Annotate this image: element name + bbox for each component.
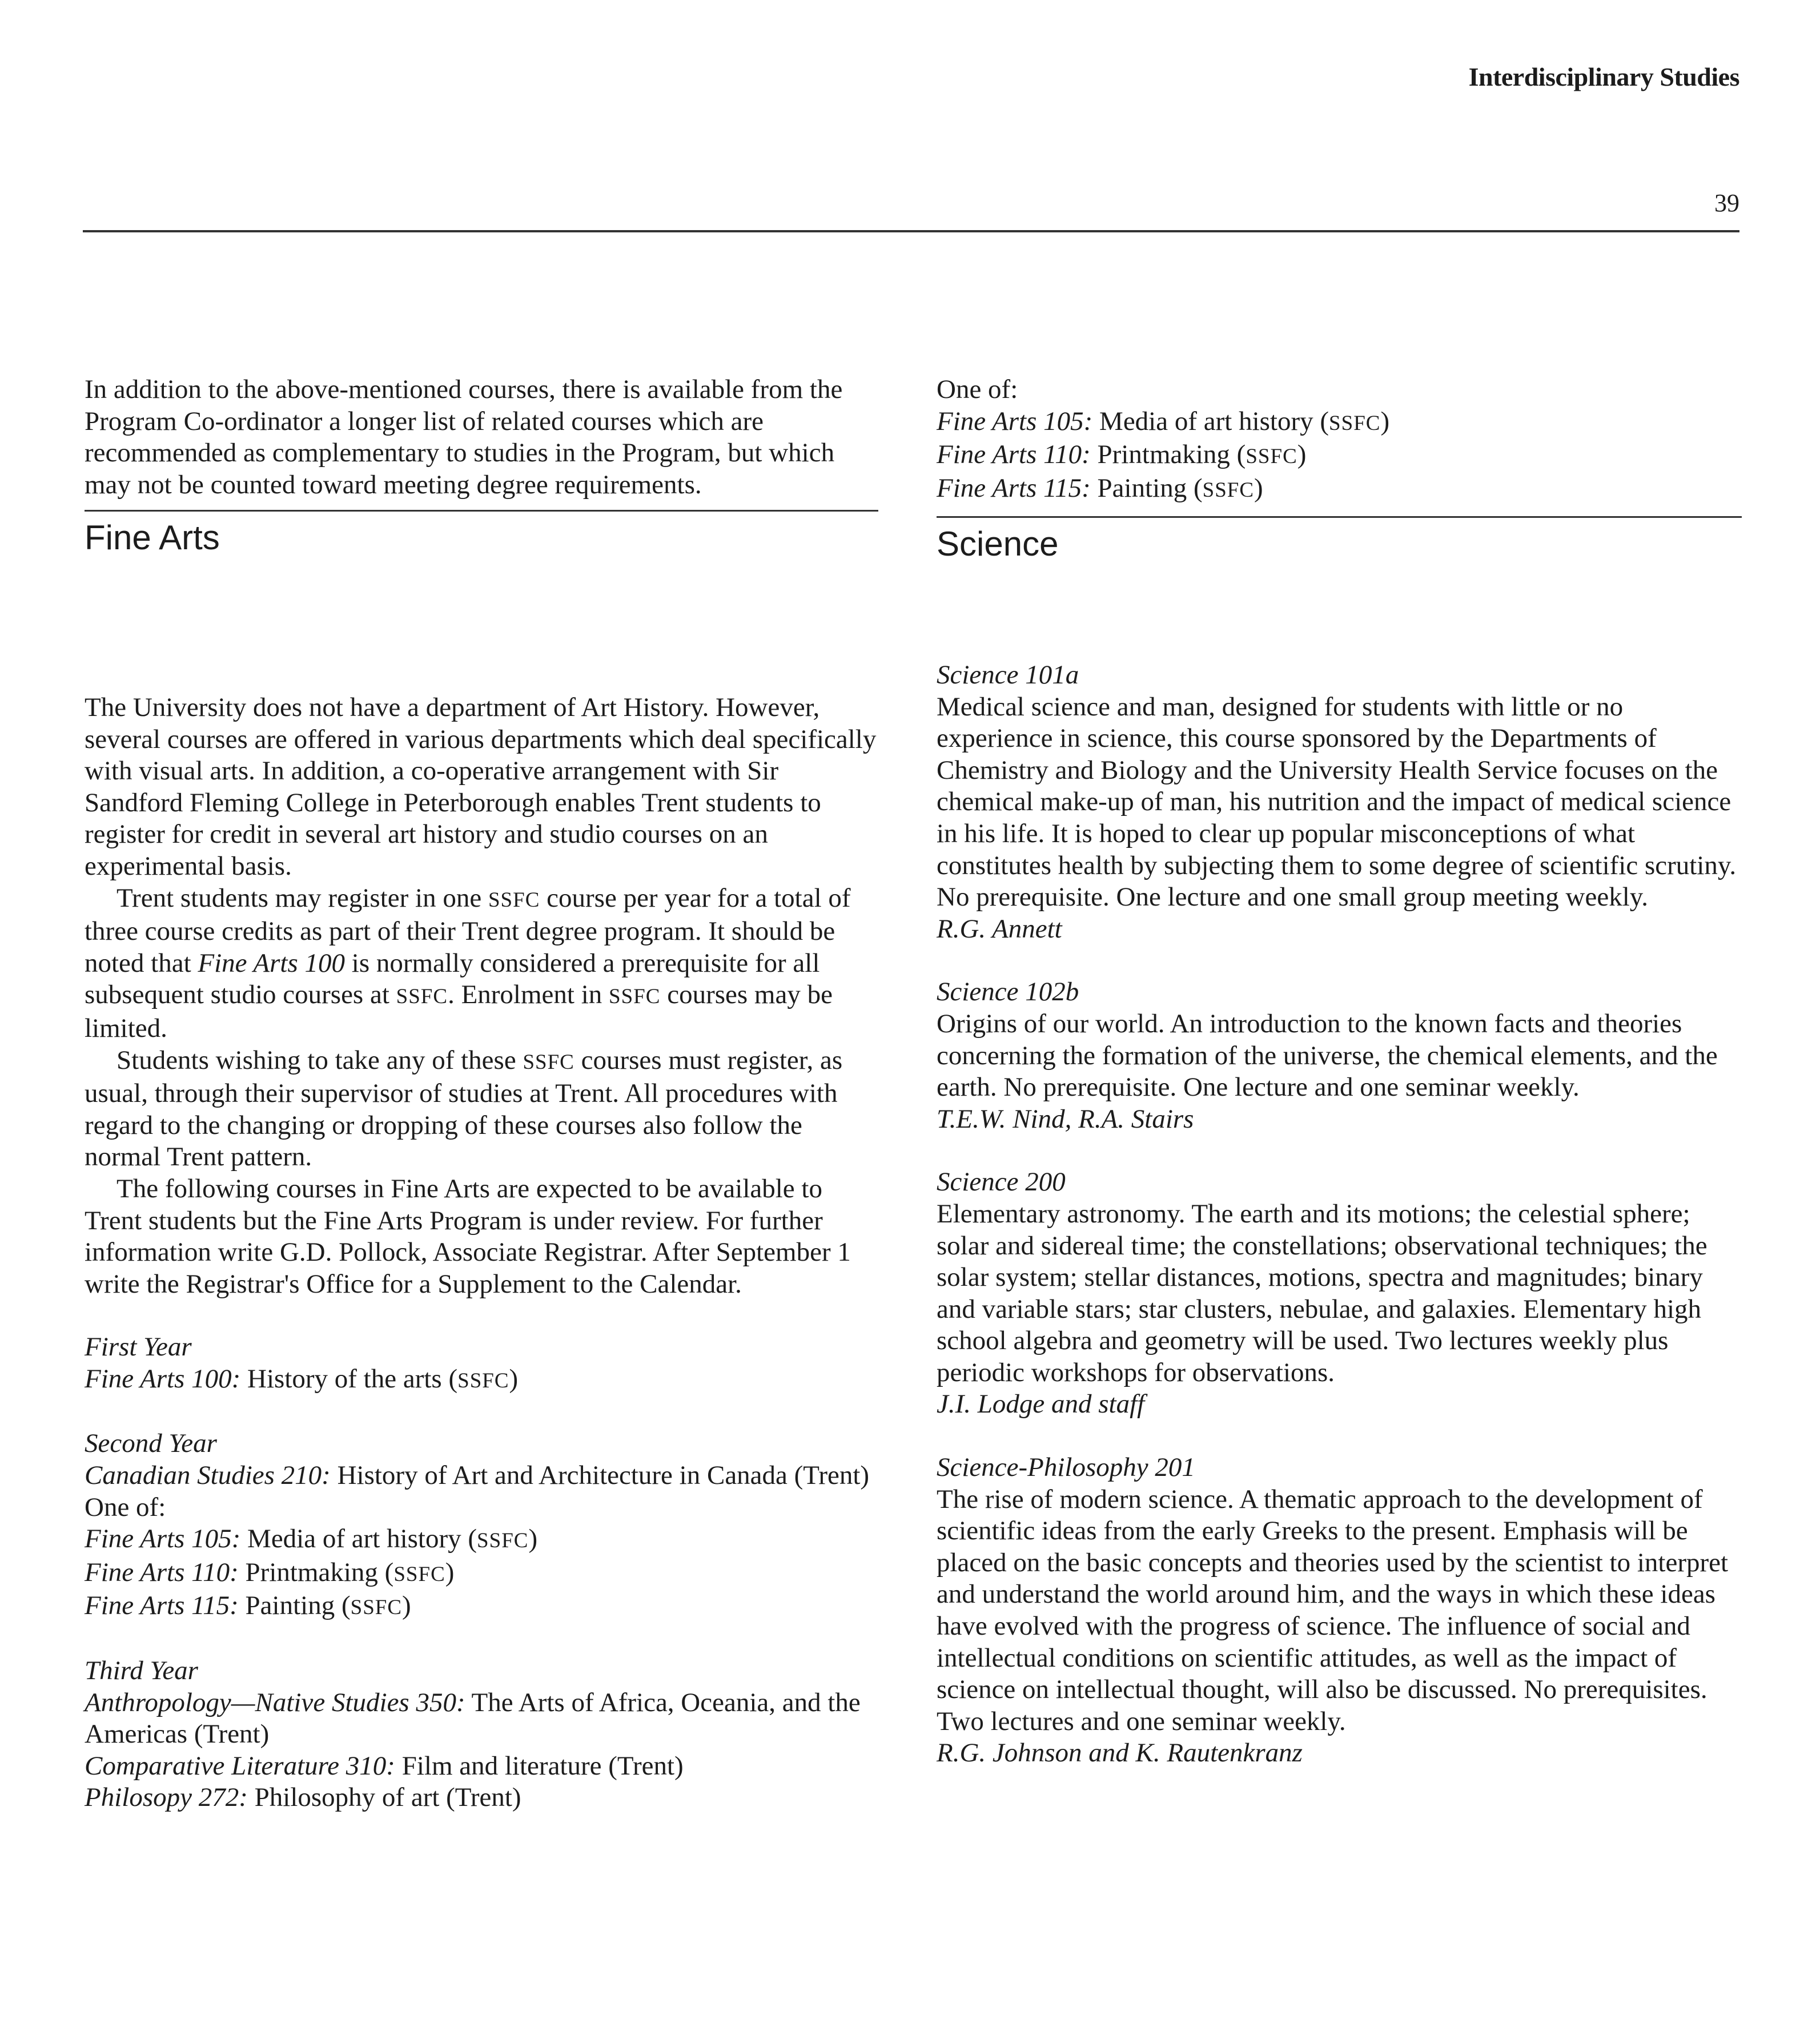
course-entry <box>937 1166 1742 1421</box>
course-description: The rise of modern science. A thematic approach to the development of scientific ideas from the early Greeks to the present. Emphasis will be placed on the basic concepts and theories used by the scientist to interpret and understand the world around him, and the ways in which these ideas have evolved with the progress of science. The influence of social and intellectual conditions on scientific attitudes, as well as the impact of science on intellectual thought, will also be discussed. No prerequisites. Two lectures and one seminar weekly. <box>937 1484 1729 1736</box>
course-name: Fine Arts 115: <box>85 1591 239 1621</box>
paren-close: ) <box>1297 440 1307 470</box>
course-title: Science 200 <box>937 1167 1066 1197</box>
course-name: Philosopy 272: <box>85 1783 248 1813</box>
course-desc: Philosophy of art (Trent) <box>254 1783 521 1813</box>
course-desc: Printmaking ( <box>1097 440 1246 470</box>
course-name: Fine Arts 105: <box>937 406 1093 436</box>
page-number: 39 <box>1714 189 1739 217</box>
ssfc-abbrev: SSFC <box>350 1596 403 1620</box>
paren-close: ) <box>402 1591 411 1621</box>
course-title: Science-Philosophy 201 <box>937 1452 1195 1483</box>
course-instructors: T.E.W. Nind, R.A. Stairs <box>937 1104 1194 1134</box>
ssfc-abbrev: SSFC <box>488 888 540 912</box>
course-desc: Media of art history ( <box>1099 406 1329 436</box>
course-instructors: R.G. Annett <box>937 914 1062 944</box>
text-run: courses must register, as usual, through their supervisor of studies at Trent. All procedures with regard to the changing or dropping of these courses also follow the normal Trent pattern. <box>85 1045 843 1172</box>
text-run: . Enrolment in <box>448 980 602 1010</box>
course-name: Fine Arts 100 <box>198 948 345 978</box>
course-line <box>85 1590 878 1624</box>
course-line <box>85 1782 878 1814</box>
ssfc-abbrev: SSFC <box>396 985 448 1009</box>
course-description: Medical science and man, designed for students with little or no experience in science, this course sponsored by the Departments of Chemistry and Biology and the University Health Service focuses on the chemical make-up of man, his nutrition and the impact of medical science in his life. It is hoped to clear up popular misconceptions of what constitutes health by subjecting them to some degree of scientific scrutiny. No prerequisite. One lecture and one small group meeting weekly. <box>937 691 1737 912</box>
paren-close: ) <box>1254 473 1263 503</box>
header-rule <box>83 230 1739 232</box>
course-entry <box>937 1452 1742 1769</box>
course-desc: Media of art history ( <box>247 1524 477 1554</box>
course-desc: Painting ( <box>245 1591 351 1621</box>
section-title-fine-arts: Fine Arts <box>85 518 220 557</box>
left-column-body <box>85 692 878 1814</box>
course-name: Canadian Studies 210: <box>85 1460 331 1491</box>
fine-arts-paragraph-2 <box>85 883 878 1045</box>
right-column-top <box>937 374 1742 565</box>
ssfc-abbrev: SSFC <box>523 1050 574 1074</box>
course-description: Elementary astronomy. The earth and its motions; the celestial sphere; solar and sidereal time; the constellations; observational techniques; the solar system; stellar distances, motions, spectra and magnitudes; binary and variable stars; star clusters, nebulae, and galaxies. Elementary high school algebra and geometry will be used. Two lectures weekly plus periodic workshops for observations. <box>937 1198 1707 1387</box>
course-line <box>937 406 1742 440</box>
ssfc-abbrev: SSFC <box>393 1562 445 1586</box>
paren-close: ) <box>528 1524 538 1554</box>
ssfc-abbrev: SSFC <box>477 1529 529 1553</box>
ssfc-abbrev: SSFC <box>1202 478 1255 502</box>
fine-arts-paragraph-3 <box>85 1045 878 1173</box>
intro-paragraph: In addition to the above-mentioned courses, there is available from the Program Co-ordinator a longer list of related courses which are recommended as complementary to studies in the Program, but which may not be counted toward meeting degree requirements. <box>85 375 843 500</box>
second-year-heading: Second Year <box>85 1429 217 1459</box>
text-run: courses may be limited. <box>85 980 833 1043</box>
ssfc-abbrev: SSFC <box>609 985 661 1009</box>
fine-arts-paragraph-1: The University does not have a department of Art History. However, several courses are offered in various departments which deal specifically with visual arts. In addition, a co-operative arrangement with Sir Sandford Fleming College in Peterborough enables Trent students to register for credit in several art history and studio courses on an experimental basis. <box>85 693 877 881</box>
course-desc: Film and literature (Trent) <box>401 1751 684 1781</box>
text-run: Trent students may register in one <box>116 883 482 913</box>
running-title: Interdisciplinary Studies <box>1468 62 1739 91</box>
one-of-label: One of: <box>937 375 1018 404</box>
left-column-top <box>85 374 878 558</box>
course-desc: Painting ( <box>1097 473 1203 503</box>
ssfc-abbrev: SSFC <box>1246 445 1297 469</box>
fine-arts-paragraph-4: The following courses in Fine Arts are expected to be available to Trent students but the Fine Arts Program is under review. For further information write G.D. Pollock, Associate Registrar. After September 1 write the Registrar's Office for a Supplement to the Calendar. <box>85 1173 851 1299</box>
section-rule <box>937 516 1742 518</box>
course-name: Anthropology—Native Studies 350: <box>85 1687 465 1717</box>
course-line <box>85 1363 878 1397</box>
paren-close: ) <box>509 1363 519 1394</box>
text-run: course per year for a total of three course credits as part of their Trent degree program. It should be noted that <box>85 883 851 978</box>
course-description: Origins of our world. An introduction to the known facts and theories concerning the formation of the universe, the chemical elements, and the earth. No prerequisite. One lecture and one seminar weekly. <box>937 1008 1718 1103</box>
text-run: is normally considered a prerequisite for all subsequent studio courses at <box>85 948 820 1010</box>
course-entry <box>937 976 1742 1135</box>
one-of-label: One of: <box>85 1492 166 1522</box>
course-line <box>85 1460 878 1492</box>
course-title: Science 102b <box>937 977 1079 1007</box>
course-instructors: R.G. Johnson and K. Rautenkranz <box>937 1738 1303 1768</box>
course-entry <box>937 659 1742 945</box>
course-line <box>937 473 1742 506</box>
course-name: Fine Arts 110: <box>85 1557 239 1587</box>
paren-close: ) <box>1380 406 1390 436</box>
section-title-science: Science <box>937 525 1059 564</box>
course-line <box>85 1557 878 1591</box>
course-name: Fine Arts 115: <box>937 473 1091 503</box>
ssfc-abbrev: SSFC <box>1329 411 1381 435</box>
course-name: Fine Arts 105: <box>85 1524 241 1554</box>
ssfc-abbrev: SSFC <box>457 1369 509 1393</box>
course-line <box>85 1523 878 1557</box>
course-desc: History of Art and Architecture in Canada (Trent) <box>337 1460 870 1491</box>
first-year-heading: First Year <box>85 1332 192 1362</box>
paren-close: ) <box>445 1557 455 1587</box>
right-column-body <box>937 659 1742 1769</box>
course-instructors: J.I. Lodge and staff <box>937 1389 1145 1419</box>
course-name: Comparative Literature 310: <box>85 1751 395 1781</box>
course-line <box>85 1751 878 1783</box>
course-title: Science 101a <box>937 660 1079 690</box>
text-run: Students wishing to take any of these <box>116 1045 516 1075</box>
third-year-heading: Third Year <box>85 1656 198 1686</box>
course-name: Fine Arts 110: <box>937 440 1091 470</box>
section-rule <box>85 510 878 512</box>
course-desc: History of the arts ( <box>247 1363 458 1394</box>
course-name: Fine Arts 100: <box>85 1363 241 1394</box>
course-line <box>85 1687 878 1751</box>
course-desc: Printmaking ( <box>245 1557 394 1587</box>
course-desc: The Arts of Africa, Oceania, and the Americas (Trent) <box>85 1687 861 1749</box>
course-line <box>937 439 1742 473</box>
